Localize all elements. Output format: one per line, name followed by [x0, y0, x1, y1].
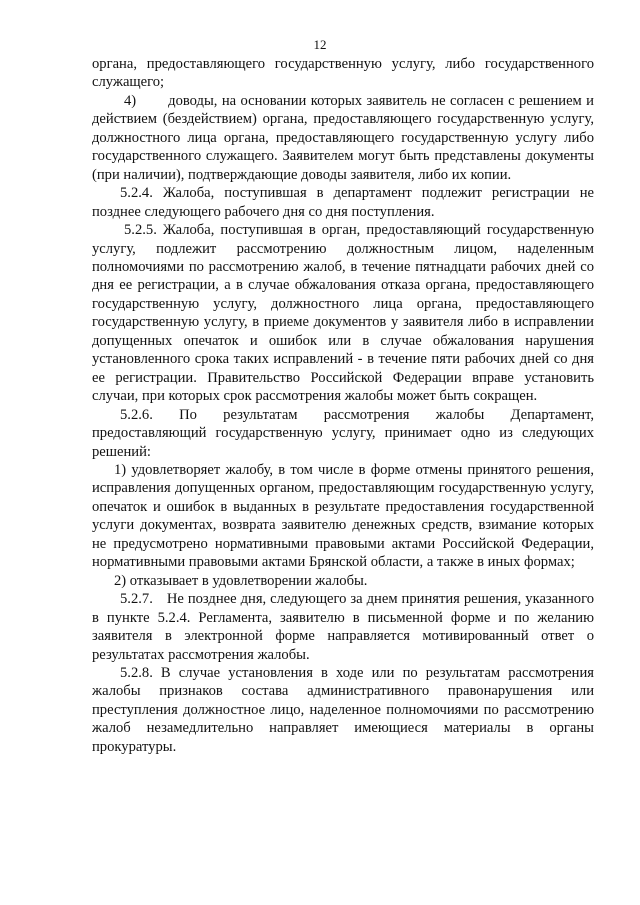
item-4-text: доводы, на основании которых заявитель не согласен с решением и действием (бездействием) органа, предоставляющего государственную услугу, должностного лица органа, предоставляющего государственную услугу либо государственного служащего. Заявителем могут быть представлены документы (при наличии), подтверждающие доводы заявителя, либо их копии. [92, 92, 594, 183]
paragraph-5-2-7-number: 5.2.7. [120, 591, 153, 608]
paragraph-5-2-6-item-1: 1) удовлетворяет жалобу, в том числе в форме отмены принятого решения, исправления допущенных органом, предоставляющим государственную услугу, опечаток и ошибок в выданных в результате предоставления государственной услуги документах, возврата заявителю денежных средств, взимание которых не предусмотрено нормативными правовыми актами Российской Федерации, нормативными правовыми актами Брянской области, а также в иных формах; [92, 461, 594, 571]
paragraph-5-2-6: 5.2.6. По результатам рассмотрения жалобы Департамент, предоставляющий государственную услугу, принимает одно из следующих решений: [92, 406, 594, 460]
paragraph-5-2-7 [92, 590, 594, 664]
paragraph-5-2-7-text: Не позднее дня, следующего за днем принятия решения, указанного в пункте 5.2.4. Регламента, заявителю в письменной форме и по желанию заявителя в электронной форме направляется мотивированный ответ о результатах рассмотрения жалобы. [92, 591, 594, 663]
paragraph-5-2-6-item-2: 2) отказывает в удовлетворении жалобы. [114, 572, 368, 589]
paragraph-5-2-4: 5.2.4. Жалоба, поступившая в департамент подлежит регистрации не позднее следующего рабочего дня со дня поступления. [92, 185, 594, 220]
page-number: 12 [313, 37, 327, 52]
paragraph-item-4 [92, 92, 594, 184]
paragraph-continuation: органа, предоставляющего государственную услугу, либо государственного служащего; [92, 56, 594, 91]
paragraph-5-2-5: 5.2.5. Жалоба, поступившая в орган, предоставляющий государственную услугу, подлежит рассмотрению должностным лицом, наделенным полномочиями по рассмотрению жалоб, в течение пятнадцати рабочих дней со дня ее регистрации, а в случае обжалования отказа органа, предоставляющего государственную услугу, должностного лица органа, предоставляющего государственную услугу, в приеме документов у заявителя либо в исправлении допущенных опечаток и ошибок или в случае обжалования нарушения установленного срока таких исправлений - в течение пяти рабочих дней со дня ее регистрации. Правительство Российской Федерации вправе установить случаи, при которых срок рассмотрения жалобы может быть сокращен. [92, 222, 594, 405]
item-4-number: 4) [124, 92, 137, 109]
paragraph-5-2-8: 5.2.8. В случае установления в ходе или по результатам рассмотрения жалобы признаков состава административного правонарушения или преступления должностное лицо, наделенное полномочиями по рассмотрению жалоб незамедлительно направляет имеющиеся материалы в органы прокуратуры. [92, 664, 594, 755]
document-body [92, 55, 594, 756]
